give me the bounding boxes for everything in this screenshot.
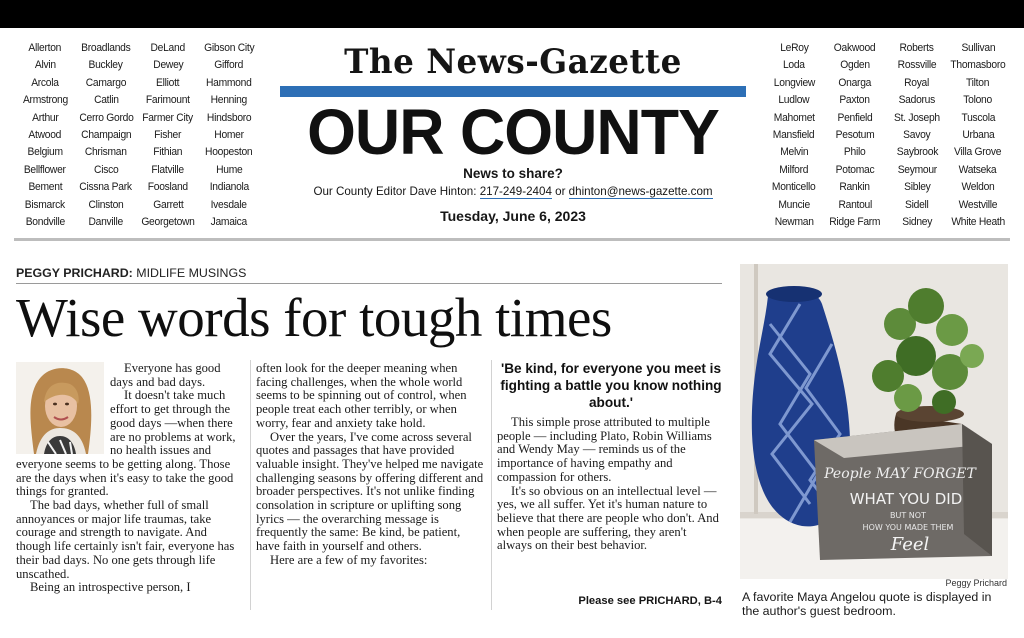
sign-text: BUT NOT	[890, 511, 926, 520]
town-name: Buckley	[88, 59, 124, 72]
town-name: Sullivan	[961, 42, 995, 54]
town-name: Cisco	[93, 163, 119, 176]
town-name: Potomac	[835, 163, 875, 176]
town-name: Farimount	[146, 94, 190, 107]
town-name: Rankin	[839, 181, 871, 194]
town-name: Longview	[773, 76, 815, 89]
sign-text: WHAT YOU DID	[849, 490, 963, 508]
town-name: Belgium	[27, 146, 63, 159]
town-name: Roberts	[899, 42, 935, 54]
column-divider	[250, 360, 251, 610]
town-name: Farmer City	[142, 111, 194, 124]
town-name: Bellflower	[24, 163, 66, 176]
town-name: Milford	[779, 163, 809, 176]
section-title: OUR COUNTY	[307, 96, 719, 168]
town-name: Penfield	[837, 111, 873, 124]
town-column	[198, 40, 260, 231]
town-name: Paxton	[839, 94, 871, 107]
town-name: Bement	[28, 181, 62, 194]
town-name: Foosland	[147, 181, 189, 194]
editor-contact-label: Our County Editor Dave Hinton:	[313, 185, 480, 198]
newspaper-nameplate: The News-Gazette	[344, 42, 682, 82]
town-name: Sidell	[905, 198, 929, 211]
town-name: Atwood	[28, 129, 62, 142]
town-list-right	[764, 40, 1008, 231]
town-name: Elliott	[156, 76, 180, 89]
author-name: PEGGY PRICHARD:	[16, 266, 133, 280]
article-headline: Wise words for tough times	[16, 287, 612, 348]
paragraph: often look for the deeper meaning when facing challenges, when the whole world seems to be spinning out of control, when people treat each other terribly, or when worry, fear and anxiety take hold.	[256, 361, 467, 430]
news-to-share-heading: News to share?	[463, 166, 563, 181]
author-headshot	[16, 362, 104, 454]
town-name: Bismarck	[24, 198, 66, 211]
article-photo	[740, 264, 1008, 579]
sign-text: HOW YOU MADE THEM	[862, 523, 954, 532]
photo-caption: A favorite Maya Angelou quote is displayed in the author's guest bedroom.	[742, 590, 992, 618]
sign-text: Feel	[890, 534, 930, 555]
town-name: St. Joseph	[894, 111, 940, 124]
town-name: Allerton	[28, 42, 62, 54]
town-name: DeLand	[150, 42, 186, 54]
town-name: Sadorus	[898, 94, 936, 107]
town-name: Weldon	[961, 181, 995, 194]
article-column-1	[16, 362, 244, 595]
town-name: Hume	[215, 163, 243, 176]
town-name: Royal	[904, 76, 930, 89]
town-name: Catlin	[93, 94, 119, 107]
photo-credit: Peggy Prichard	[945, 578, 1007, 588]
town-column	[764, 40, 824, 231]
town-name: Armstrong	[22, 94, 68, 107]
town-column	[948, 40, 1008, 231]
town-name: Monticello	[772, 181, 816, 194]
town-name: Homer	[214, 129, 244, 142]
town-name: Gibson City	[203, 42, 255, 54]
town-name: Arcola	[31, 76, 59, 89]
town-name: Hindsboro	[206, 111, 252, 124]
town-column	[16, 40, 74, 231]
editor-phone-link[interactable]: 217-249-2404	[479, 185, 552, 198]
town-name: Seymour	[897, 163, 937, 176]
town-name: Oakwood	[834, 42, 876, 54]
town-name: Rossville	[897, 59, 937, 72]
paragraph: This simple prose attributed to multiple people — including Plato, Robin Williams and Wendy May — reminds us of the importance of having empathy and compassion for others.	[497, 415, 712, 484]
town-name: Bondville	[25, 216, 65, 229]
column-divider	[491, 360, 492, 610]
town-name: Savoy	[903, 129, 931, 142]
town-name: Mahomet	[773, 111, 815, 124]
town-name: Broadlands	[81, 42, 131, 54]
paragraph: Being an introspective person, I	[30, 580, 191, 595]
town-name: Indianola	[209, 181, 249, 194]
town-name: Flatville	[151, 163, 185, 176]
editor-contact-line	[278, 185, 748, 198]
town-name: White Heath	[951, 216, 1005, 229]
town-name: Henning	[210, 94, 248, 107]
paragraph: Here are a few of my favorites:	[270, 552, 428, 567]
town-name: Alvin	[34, 59, 56, 72]
town-name: Sidney	[902, 216, 932, 229]
town-name: Gifford	[214, 59, 244, 72]
town-name: Hoopeston	[205, 146, 253, 159]
town-name: Ludlow	[778, 94, 810, 107]
town-name: Philo	[844, 146, 866, 159]
town-name: Villa Grove	[954, 146, 1002, 159]
column-kicker	[16, 266, 246, 280]
paragraph: It doesn't take much effort to get through the good days —when there are no problems at work, no health issues and everyone seems to be getting along. Those are the days when it's easy to take the good things for granted.	[16, 388, 236, 499]
town-name: Sibley	[903, 181, 931, 194]
town-name: Tuscola	[961, 111, 995, 124]
town-name: Georgetown	[141, 216, 195, 229]
town-name: Hammond	[206, 76, 252, 89]
article-column-3	[497, 416, 723, 553]
town-name: Thomasboro	[950, 59, 1006, 72]
town-name: Camargo	[85, 76, 127, 89]
town-name: Ivesdale	[210, 198, 248, 211]
town-name: Fithian	[153, 146, 183, 159]
town-column	[886, 40, 948, 231]
town-name: Tolono	[963, 94, 993, 107]
town-name: Rantoul	[838, 198, 872, 211]
section-divider	[14, 238, 1010, 241]
town-name: Loda	[783, 59, 805, 72]
town-name: Pesotum	[835, 129, 875, 142]
town-column	[824, 40, 886, 231]
town-name: Newman	[774, 216, 814, 229]
town-name: Muncie	[778, 198, 810, 211]
town-name: Ogden	[840, 59, 870, 72]
town-name: LeRoy	[779, 42, 809, 54]
paragraph: The bad days, whether full of small annoyances or major life traumas, take courage and strength to navigate. And though life certainly isn't fair, everyone has their bad days. No one gets through life unscathed.	[16, 498, 235, 581]
contact-or-text: or	[551, 185, 569, 198]
town-name: Champaign	[80, 129, 132, 142]
town-column	[74, 40, 138, 231]
town-name: Garrett	[152, 198, 184, 211]
town-name: Ridge Farm	[829, 216, 881, 229]
town-name: Mansfield	[773, 129, 815, 142]
paragraph: It's so obvious on an intellectual level — yes, we all suffer. Yet it's human nature to believe that there are people who don't. And when people are suffering, they aren't always on their best behavior.	[497, 483, 719, 553]
top-black-bar	[0, 0, 1024, 28]
kicker-divider	[16, 283, 722, 284]
sign-text: People MAY FORGET	[824, 466, 976, 482]
town-name: Cerro Gordo	[78, 111, 134, 124]
town-name: Danville	[88, 216, 124, 229]
town-name: Jamaica	[210, 216, 248, 229]
town-name: Watseka	[959, 163, 997, 176]
town-name: Melvin	[779, 146, 809, 159]
town-name: Clinston	[88, 198, 124, 211]
town-name: Westville	[958, 198, 998, 211]
town-name: Cissna Park	[79, 181, 133, 194]
publication-date: Tuesday, June 6, 2023	[440, 208, 586, 224]
town-name: Saybrook	[896, 146, 938, 159]
town-list-left	[16, 40, 260, 231]
town-name: Onarga	[838, 76, 872, 89]
paragraph: Over the years, I've come across several quotes and passages that have provided valuable insight. They've helped me navigate challenging seasons by offering different and broader perspectives. It's not unlike finding consolation in scripture or uplifting song lyrics — the overarching message is frequently the same: Be kind, be patient, have faith in yourself and others.	[256, 429, 484, 554]
town-name: Chrisman	[85, 146, 127, 159]
pull-quote: 'Be kind, for everyone you meet is fighting a battle you know nothing about.'	[500, 361, 722, 410]
editor-email-link[interactable]: dhinton@news-gazette.com	[568, 185, 713, 198]
town-name: Urbana	[961, 129, 995, 142]
town-name: Tilton	[966, 76, 990, 89]
town-column	[138, 40, 198, 231]
town-name: Arthur	[31, 111, 59, 124]
town-name: Fisher	[154, 129, 182, 142]
column-name: MIDLIFE MUSINGS	[132, 266, 247, 280]
continued-jump-line: Please see PRICHARD, B-4	[578, 595, 722, 607]
town-name: Dewey	[152, 59, 184, 72]
article-column-2	[256, 362, 484, 568]
paragraph: Everyone has good days and bad days.	[110, 361, 221, 389]
